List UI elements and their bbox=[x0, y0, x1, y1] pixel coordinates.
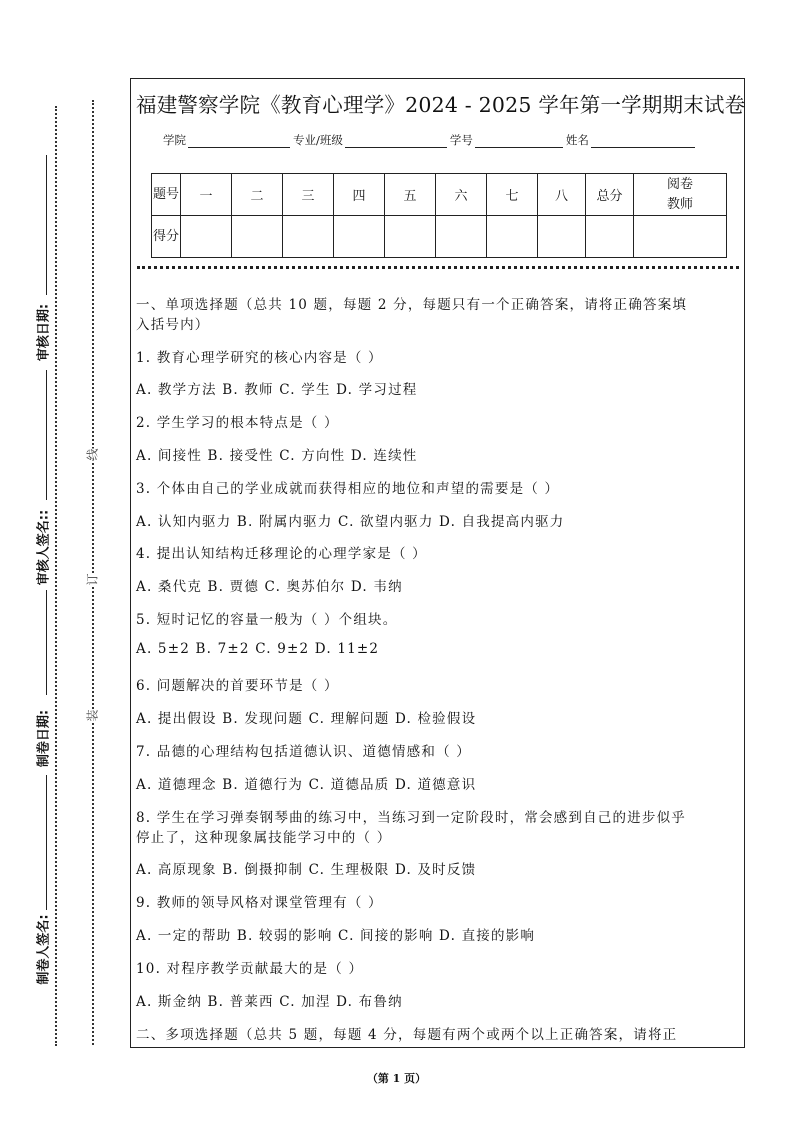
question-line: 入括号内） bbox=[136, 317, 210, 333]
answer-options: A. 桑代克 B. 贾德 C. 奥苏伯尔 D. 韦纳 bbox=[136, 579, 403, 595]
col-6: 六 bbox=[436, 174, 487, 216]
id-label: 学号 bbox=[449, 133, 473, 147]
question-line: A. 一定的帮助 B. 较弱的影响 C. 间接的影响 D. 直接的影响 bbox=[136, 928, 536, 944]
answer-options: A. 提出假设 B. 发现问题 C. 理解问题 D. 检验假设 bbox=[136, 711, 477, 727]
col-5: 五 bbox=[385, 174, 436, 216]
question-line: 4. 提出认知结构迁移理论的心理学家是（ ） bbox=[136, 546, 427, 562]
row-label: 题号 bbox=[152, 174, 181, 216]
score-cell[interactable] bbox=[487, 216, 538, 258]
col-3: 三 bbox=[283, 174, 334, 216]
signature-line bbox=[46, 590, 47, 695]
question-line: 8. 学生在学习弹奏钢琴曲的练习中，当练习到一定阶段时，常会感到自己的进步似乎 bbox=[136, 810, 686, 826]
maker-sign-label: 制卷人签名: bbox=[36, 914, 52, 985]
col-7: 七 bbox=[487, 174, 538, 216]
name-label: 姓名 bbox=[565, 133, 589, 147]
student-info bbox=[163, 132, 698, 148]
row-label: 得分 bbox=[152, 216, 181, 258]
name-field[interactable] bbox=[591, 135, 695, 148]
score-table bbox=[151, 173, 727, 258]
score-cell[interactable] bbox=[232, 216, 283, 258]
id-field[interactable] bbox=[475, 135, 563, 148]
score-cell[interactable] bbox=[634, 216, 727, 258]
binding-dotted-line bbox=[55, 106, 57, 1046]
table-row bbox=[152, 216, 727, 258]
line-mark: 线 bbox=[85, 448, 100, 461]
score-cell[interactable] bbox=[586, 216, 634, 258]
col-total: 总分 bbox=[586, 174, 634, 216]
bind-mark: 订 bbox=[85, 573, 100, 586]
reviewer-sign-label: 审核人签名:: bbox=[36, 509, 52, 586]
question-line: 7. 品德的心理结构包括道德认识、道德情感和（ ） bbox=[136, 744, 471, 760]
answer-options: A. 认知内驱力 B. 附属内驱力 C. 欲望内驱力 D. 自我提高内驱力 bbox=[136, 514, 565, 530]
score-cell[interactable] bbox=[436, 216, 487, 258]
dotted-separator bbox=[137, 266, 739, 269]
question-line: 5. 短时记忆的容量一般为（ ）个组块。 bbox=[136, 612, 398, 628]
score-cell[interactable] bbox=[385, 216, 436, 258]
review-date-label: 审核日期: bbox=[36, 303, 52, 362]
question-line: A. 斯金纳 B. 普莱西 C. 加涅 D. 布鲁纳 bbox=[136, 994, 403, 1010]
major-field[interactable] bbox=[345, 135, 447, 148]
score-cell[interactable] bbox=[181, 216, 232, 258]
answer-options: 9. 教师的领导风格对课堂管理有（ ） bbox=[136, 895, 383, 911]
answer-options: A. 教学方法 B. 教师 C. 学生 D. 学习过程 bbox=[136, 382, 418, 398]
question-line: 3. 个体由自己的学业成就而获得相应的地位和声望的需要是（ ） bbox=[136, 481, 560, 497]
college-label: 学院 bbox=[163, 133, 186, 147]
signature-line bbox=[46, 370, 47, 500]
col-8: 八 bbox=[538, 174, 586, 216]
signature-line bbox=[46, 775, 47, 910]
col-2: 二 bbox=[232, 174, 283, 216]
answer-options: A. 5±2 B. 7±2 C. 9±2 D. 11±2 bbox=[136, 641, 380, 657]
score-cell[interactable] bbox=[334, 216, 385, 258]
answer-options: A. 道德理念 B. 道德行为 C. 道德品质 D. 道德意识 bbox=[136, 777, 477, 793]
question-line: 6. 问题解决的首要环节是（ ） bbox=[136, 678, 339, 694]
answer-options: 10. 对程序教学贡献最大的是（ ） bbox=[136, 961, 364, 977]
signature-line bbox=[46, 155, 47, 295]
question-line: A. 高原现象 B. 倒摄抑制 C. 生理极限 D. 及时反馈 bbox=[136, 862, 477, 878]
question-line: 一、单项选择题（总共 10 题，每题 2 分，每题只有一个正确答案，请将正确答案填 bbox=[136, 297, 688, 313]
fold-mark: 装 bbox=[85, 709, 100, 722]
exam-title: 福建警察学院《教育心理学》2024 - 2025 学年第一学期期末试卷 bbox=[136, 93, 746, 117]
answer-options: A. 间接性 B. 接受性 C. 方向性 D. 连续性 bbox=[136, 448, 418, 464]
score-cell[interactable] bbox=[538, 216, 586, 258]
col-reviewer: 阅卷教师 bbox=[634, 174, 727, 216]
college-field[interactable] bbox=[188, 135, 290, 148]
col-1: 一 bbox=[181, 174, 232, 216]
table-row bbox=[152, 174, 727, 216]
answer-options: 二、多项选择题（总共 5 题，每题 4 分，每题有两个或两个以上正确答案，请将正 bbox=[136, 1027, 678, 1043]
col-4: 四 bbox=[334, 174, 385, 216]
make-date-label: 制卷日期: bbox=[36, 709, 52, 768]
score-cell[interactable] bbox=[283, 216, 334, 258]
question-line: 2. 学生学习的根本特点是（ ） bbox=[136, 415, 339, 431]
question-line: 1. 教育心理学研究的核心内容是（ ） bbox=[136, 350, 383, 366]
page-number: （第 1 页） bbox=[366, 1072, 427, 1085]
major-label: 专业/班级 bbox=[293, 133, 343, 147]
question-line: 停止了，这种现象属技能学习中的（ ） bbox=[136, 830, 392, 846]
